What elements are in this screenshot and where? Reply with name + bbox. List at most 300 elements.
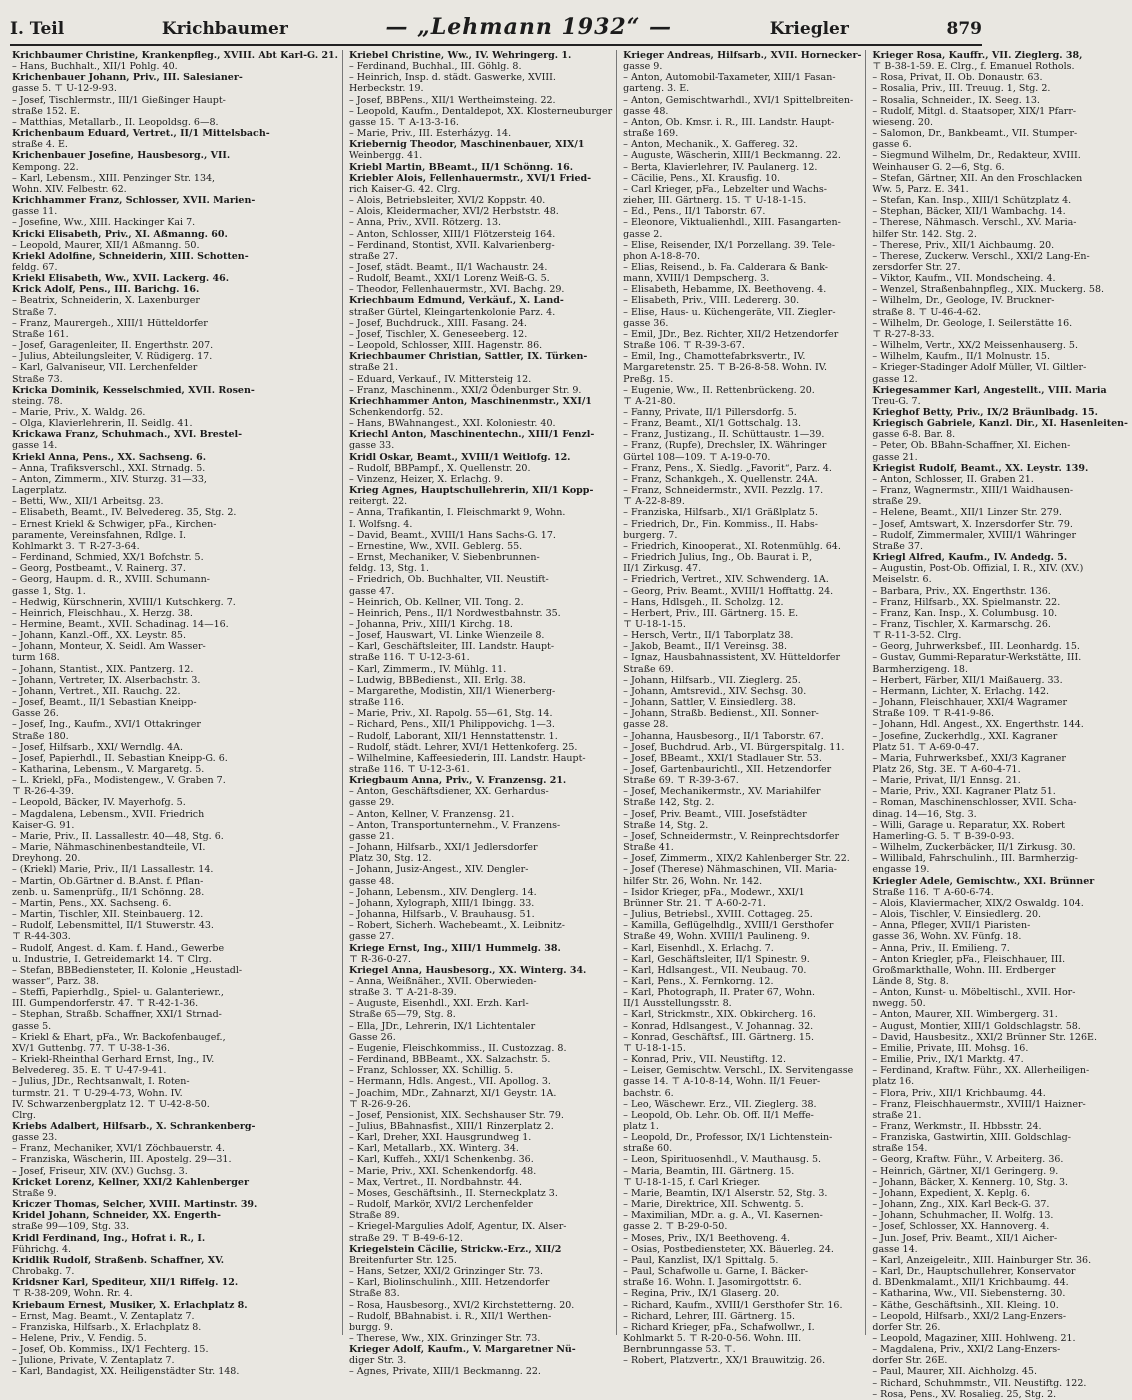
entry-line: – Hedwig, Kürschnerin, XVIII/1 Kutschkerg. 7. bbox=[12, 596, 236, 608]
entry-line: – Karl, Strickmstr., XIX. Obkircherg. 16. bbox=[623, 1009, 816, 1021]
entry-heading: Kriebler Alois, Fellenhauermstr., XVI/1 Fried- bbox=[348, 172, 592, 184]
entry-line: Straße 116. ⊤ A-60-6-74. bbox=[872, 886, 994, 898]
entry-line: – Anna, Trafikantin, I. Fleischmarkt 9, Wohn. bbox=[348, 507, 566, 519]
entry-line: Breitenfurter Str. 125. bbox=[348, 1254, 457, 1266]
entry-line: – Franz, Schlosser, XX. Schillig. 5. bbox=[348, 1065, 514, 1077]
entry-line: – Josef, Ing., Kaufm., XVI/1 Ottakringer bbox=[12, 719, 201, 731]
entry-line: straße 3. ⊤ A-21-8-39. bbox=[348, 987, 457, 999]
entry-line: engasse 19. bbox=[872, 864, 930, 876]
entry-line: Gasse 26. bbox=[12, 708, 59, 720]
entry-line: – Wilhelm, Kaufm., II/1 Molnustr. 15. bbox=[872, 351, 1050, 363]
entry-line: – Johann, Vertreter, IX. Alserbachstr. 3. bbox=[12, 674, 201, 686]
entry-line: – Karl, Bandagist, XX. Heiligenstädter Str. 148. bbox=[12, 1366, 240, 1378]
entry-line: – Franz, Tischler, X. Karmarschg. 26. bbox=[872, 618, 1051, 630]
entry-line: ⊤ R-36-0-27. bbox=[348, 953, 411, 965]
entry-line: – Therese, Ww., XIX. Grinzinger Str. 73. bbox=[348, 1332, 541, 1344]
entry-line: – Regina, Priv., IX/1 Glaserg. 20. bbox=[623, 1288, 780, 1300]
entry-line: – Kriekl-Rheinthal Gerhard Ernst, Ing., IV. bbox=[12, 1054, 215, 1066]
entry-line: – Josef, Mechanikermstr., XV. Mariahilfer bbox=[623, 786, 821, 798]
entry-line: – Leopold, Kaufm., Dentaldepot, XX. Klosterneuburger bbox=[348, 105, 613, 117]
entry-line: Belvedereg. 35. E. ⊤ U-47-9-41. bbox=[12, 1065, 167, 1077]
entry-line: – Karl, Zimmerm., IV. Mühlg. 11. bbox=[348, 663, 507, 675]
entry-heading: Kriebernig Theodor, Maschinenbauer, XIX/1 bbox=[348, 139, 585, 151]
entry-heading: Kriege Ernst, Ing., XIII/1 Hummelg. 38. bbox=[348, 942, 561, 954]
entry-line: – Anton, Schlosser, II. Graben 21. bbox=[872, 473, 1034, 485]
entry-line: – Franz, Wagnermstr., XIII/1 Waidhausen- bbox=[872, 485, 1074, 497]
entry-line: – Josef, städt. Beamt., II/1 Wachaustr. 24. bbox=[348, 261, 548, 273]
entry-line: gasse 9. bbox=[623, 61, 663, 73]
entry-heading: Krichenbauer Johann, Priv., III. Salesianer- bbox=[12, 72, 243, 84]
entry-line: – Josef, Gartenbaurichtl., XII. Hetzendorfer bbox=[623, 764, 832, 775]
entry-line: steing. 78. bbox=[12, 395, 63, 407]
entry-line: – Jakob, Beamt., II/1 Vereinsg. 38. bbox=[623, 641, 787, 653]
entry-line: mann, XVIII/1 Dempscherg. 3. bbox=[623, 273, 770, 285]
entry-line: – Eleonore, Viktualienhdl., XIII. Fasangarten- bbox=[623, 217, 841, 229]
entry-line: – Julius, Abteilungsleiter, V. Rüdigerg. 17. bbox=[12, 351, 213, 363]
entry-line: straße 169. bbox=[623, 128, 679, 140]
entry-line: – Franz, Beamt., XI/1 Gottschalg. 13. bbox=[623, 418, 802, 430]
entry-line: – Wenzel, Straßenbahnpfleg., XIX. Muckerg. 58. bbox=[872, 284, 1105, 296]
entry-line: – Ella, JDr., Lehrerin, IX/1 Lichtentaler bbox=[348, 1020, 536, 1032]
entry-line: – Alois, Kleidermacher, XVI/2 Herbststr. 48. bbox=[348, 206, 559, 218]
entry-line: – Max, Vertret., II. Nordbahnstr. 44. bbox=[348, 1176, 523, 1188]
entry-line: Weinbergg. 41. bbox=[348, 150, 423, 162]
entry-line: – Johanna, Hausbesorg., II/1 Taborstr. 67. bbox=[623, 730, 824, 742]
entry-line: – Herbert, Färber, XII/1 Maißauerg. 33. bbox=[872, 674, 1063, 686]
entry-line: platz 16. bbox=[872, 1076, 915, 1088]
entry-line: – Hermine, Beamt., XVII. Schadinag. 14—16. bbox=[12, 618, 229, 630]
entry-line: diger Str. 3. bbox=[348, 1355, 407, 1367]
entry-line: straße 99—109, Stg. 33. bbox=[12, 1221, 130, 1233]
entry-line: – Anton, Maurer, XII. Wimbergerg. 31. bbox=[872, 1009, 1058, 1021]
entry-line: – Martin, Ob.Gärtner d. B.Anst. f. Pflan- bbox=[12, 875, 204, 887]
entry-heading: Kriechbaum Edmund, Verkäuf., X. Land- bbox=[348, 295, 564, 307]
entry-line: Straße 14, Stg. 2. bbox=[623, 819, 709, 831]
entry-line: – Elisabeth, Priv., VIII. Ledererg. 30. bbox=[623, 295, 800, 307]
entry-line: burgg. 9. bbox=[348, 1321, 393, 1333]
entry-line: – Viktor, Kaufm., VII. Mondscheing. 4. bbox=[872, 273, 1056, 285]
entry-heading: Krichhammer Franz, Schlosser, XVII. Marien- bbox=[12, 195, 256, 207]
entry-line: Straße 106. ⊤ R-39-3-67. bbox=[623, 340, 745, 352]
entry-line: – Julius, Betriebsl., XVIII. Cottageg. 25. bbox=[623, 909, 813, 921]
entry-line: – Betti, Ww., XII/1 Arbeitsg. 23. bbox=[12, 496, 164, 508]
entry-line: Kaiser-G. 91. bbox=[12, 819, 75, 831]
entry-heading: Kriebaum Ernest, Musiker, X. Erlachplatz 8. bbox=[12, 1299, 248, 1311]
entry-line: – Kriegel-Margulies Adolf, Agentur, IX. Alser- bbox=[348, 1221, 567, 1233]
entry-line: – Josef, Zimmerm., XIX/2 Kahlenberger Str. 22. bbox=[623, 853, 850, 865]
entry-line: II/1 Ausstellungsstr. 8. bbox=[623, 998, 732, 1010]
entry-line: dorfer Str. 26E. bbox=[872, 1355, 948, 1367]
entry-line: – Robert, Platzvertr., XX/1 Brauwitzig. 26. bbox=[623, 1355, 826, 1367]
entry-line: – Franz, Mechaniker, XVI/1 Zöchbauerstr. 4. bbox=[12, 1143, 225, 1155]
entry-line: – Josef, Hilfsarb., XXI/ Werndlg. 4A. bbox=[12, 741, 184, 753]
entry-line: Barmherzigeng. 18. bbox=[872, 663, 968, 675]
entry-line: Platz 51. ⊤ A-69-0-47. bbox=[872, 741, 980, 753]
entry-line: – Siegmund Wilhelm, Dr., Redakteur, XVIII. bbox=[872, 150, 1081, 162]
entry-line: ⊤ R-44-303. bbox=[12, 931, 71, 943]
entry-line: – Anton, Ob. Kmsr. i. R., III. Landstr. Haupt- bbox=[623, 116, 835, 128]
page-header bbox=[10, 14, 982, 46]
entry-line: Lagerplatz. bbox=[12, 485, 67, 497]
entry-line: ⊤ U-18-1-15, f. Carl Krieger. bbox=[623, 1176, 761, 1188]
entry-line: – Magdalena, Lebensm., XVII. Friedrich bbox=[12, 808, 205, 820]
entry-line: – Friedrich Julius, Ing., Ob. Baurat i. P., bbox=[623, 552, 813, 564]
entry-heading: Krichbaumer Christine, Krankenpfleg., XVIII. Abt Karl-G. 21. bbox=[12, 50, 338, 61]
entry-line: – Franz, Maschinenm., XXI/2 Ödenburger Str. 9. bbox=[348, 384, 582, 396]
entry-heading: Kriekl Anna, Pens., XX. Sachseng. 6. bbox=[12, 451, 207, 463]
entry-line: – Stefan, BBBediensteter, II. Kolonie „Heustadl- bbox=[12, 964, 243, 976]
entry-line: – Karl, Hdlsangest., VII. Neubaug. 70. bbox=[623, 964, 807, 976]
entry-line: – Johann, Expedient, X. Keplg. 6. bbox=[872, 1187, 1031, 1199]
entry-heading: Kricket Lorenz, Kellner, XXI/2 Kahlenberger bbox=[12, 1176, 249, 1188]
entry-line: gasse 48. bbox=[348, 875, 395, 887]
entry-line: – Marie, Priv., II. Lassallestr. 40—48, Stg. 6. bbox=[12, 830, 224, 842]
entry-line: dorfer Str. 26. bbox=[872, 1321, 941, 1333]
entry-line: Meiselstr. 6. bbox=[872, 574, 932, 586]
entry-line: – Rudolf, Laborant, XII/1 Hennstattenstr. 1. bbox=[348, 730, 558, 742]
entry-line: – Josef, Tischlermstr., III/1 Gießinger Haupt- bbox=[12, 94, 226, 106]
entry-line: – Karl, Kuffeh., XXI/1 Schenkenbg. 36. bbox=[348, 1154, 534, 1166]
entry-line: – Johann, Xylograph, XIII/1 Ibingg. 33. bbox=[348, 897, 535, 909]
entry-line: gasse 14. bbox=[12, 440, 58, 452]
entry-line: burgerg. 7. bbox=[623, 529, 678, 541]
entry-line: – Willi, Garage u. Reparatur, XX. Robert bbox=[872, 819, 1066, 831]
entry-line: – Joachim, MDr., Zahnarzt, XI/1 Geystr. 1A. bbox=[348, 1087, 557, 1099]
entry-line: – Josef, Ob. Kommiss., IX/1 Fechterg. 15. bbox=[12, 1344, 209, 1356]
entry-line: hilfer Str. 26, Wohn. Nr. 142. bbox=[623, 875, 763, 887]
entry-heading: Kriegl Alfred, Kaufm., IV. Andedg. 5. bbox=[872, 552, 1068, 564]
entry-line: – Marie, Direktrice, XII. Schwentg. 5. bbox=[623, 1199, 804, 1211]
entry-line: Brünner Str. 21. ⊤ A-60-2-71. bbox=[623, 897, 766, 909]
entry-line: – Josef, Buchdruck., XIII. Fasang. 24. bbox=[348, 317, 527, 329]
entry-line: – Georg, Haupm. d. R., XVIII. Schumann- bbox=[12, 574, 210, 586]
entry-line: straße 152. E. bbox=[12, 105, 81, 117]
entry-line: ⊤ U-18-1-15. bbox=[623, 618, 686, 630]
entry-heading: Krieghof Betty, Priv., IX/2 Bräunlbadg. 15. bbox=[872, 407, 1098, 418]
entry-line: ⊤ B-38-1-59. E. Clrg., f. Emanuel Rothols. bbox=[872, 61, 1075, 73]
entry-line: – Johann, Jusiz-Angest., XIV. Dengler- bbox=[348, 864, 529, 876]
entry-line: ⊤ R-27-8-33. bbox=[872, 328, 935, 340]
entry-line: – Franz, (Rupfe), Drechsler, IX. Währinger bbox=[623, 440, 827, 452]
entry-line: Gasse 26. bbox=[348, 1031, 396, 1043]
entry-line: – Rudolf, Angest. d. Kam. f. Hand., Gewerbe bbox=[12, 942, 225, 954]
entry-line: – Marie, Priv., XXI. Kagraner Platz 51. bbox=[872, 786, 1056, 798]
entry-line: – Richard Krieger, pFa., Schafwollwr., I. bbox=[623, 1321, 815, 1333]
entry-line: – Emilie, Priv., IX/1 Marktg. 47. bbox=[872, 1054, 1024, 1066]
entry-line: – Josef, Garagenleiter, II. Engerthstr. 207. bbox=[12, 340, 214, 352]
entry-line: – Johann, Monteur, X. Seidl. Am Wasser- bbox=[12, 641, 206, 653]
entry-line: – Johann, Sattler, V. Einsiedlerg. 38. bbox=[623, 697, 796, 709]
entry-line: Straße 180. bbox=[12, 730, 69, 742]
entry-line: – Josef, Pensionist, XIX. Sechshauser Str. 79. bbox=[348, 1109, 564, 1121]
entry-line: – Hans, BWahnangest., XXI. Koloniestr. 40. bbox=[348, 418, 556, 430]
entry-line: – Kamilla, Geflügelhdlg., XVIII/1 Gersthofer bbox=[623, 920, 834, 932]
entry-line: – Marie, Priv., XI. Rapolg. 55—61, Stg. 14. bbox=[348, 708, 553, 720]
entry-line: Preßg. 15. bbox=[623, 373, 674, 385]
entry-line: – Hans, Buchhalt., XII/1 Pohlg. 40. bbox=[12, 61, 178, 73]
column-2 bbox=[347, 50, 617, 1378]
entry-line: – Johann, Hilfsarb., VII. Zieglerg. 25. bbox=[623, 674, 801, 686]
entry-line: – Josef, Buchdrud. Arb., VI. Bürgerspitalg. 11. bbox=[623, 741, 845, 753]
entry-line: – Franz, Werkmstr., II. Hbbsstr. 24. bbox=[872, 1121, 1042, 1132]
entry-line: – Georg, Priv. Beamt., XVIII/1 Hofftattg. 24. bbox=[623, 585, 834, 597]
entry-line: – Franz, Pens., X. Siedlg. „Favorit“, Parz. 4. bbox=[623, 462, 832, 474]
entry-line: Straße 73. bbox=[12, 373, 63, 385]
entry-line: straße 27. bbox=[348, 250, 398, 262]
entry-line: – Anna, Priv., XVII. Rötzerg. 13. bbox=[348, 217, 502, 229]
entry-line: – Isidor Krieger, pFa., Modewr., XXI/1 bbox=[623, 886, 805, 898]
entry-line: – Rudolf, Lebensmittel, II/1 Stuwerstr. 43. bbox=[12, 920, 214, 932]
entry-line: – Leopold, Schlosser, XIII. Hagenstr. 86. bbox=[348, 340, 543, 352]
entry-line: – Johann, Schuhmacher, II. Wolfg. 13. bbox=[872, 1210, 1054, 1222]
entry-line: dinag. 14—16, Stg. 3. bbox=[872, 808, 977, 820]
entry-line: – Rudolf, Markör, XVI/2 Lerchenfelder bbox=[348, 1199, 533, 1211]
entry-line: – Herbert, Priv., III. Gärtnerg. 15. E. bbox=[623, 607, 799, 619]
entry-line: Gürtel 108—109. ⊤ A-19-0-70. bbox=[623, 451, 771, 463]
entry-line: – Karl, Biolinschulinh., XIII. Hetzendorfer bbox=[348, 1277, 550, 1289]
entry-line: – Georg, Kraftw. Führ., V. Arbeiterg. 36. bbox=[872, 1154, 1064, 1166]
entry-line: – Josef, Schlosser, XX. Hannoverg. 4. bbox=[872, 1221, 1050, 1233]
entry-line: – Karl, Dr., Hauptschullehrer, Konservator bbox=[872, 1266, 1076, 1278]
entry-line: – Ernest Kriekl & Schwiger, pFa., Kirchen- bbox=[12, 518, 217, 530]
entry-line: – Martin, Pens., XX. Sachseng. 6. bbox=[12, 897, 172, 909]
entry-line: Wohn. XIV. Felbestr. 62. bbox=[12, 183, 127, 195]
entry-line: – Krieger-Stadinger Adolf Müller, VI. Giltler- bbox=[872, 362, 1087, 374]
entry-line: – Wilhelm, Zuckerbäcker, II/1 Zirkusg. 30. bbox=[872, 842, 1076, 854]
entry-line: – Elias, Reisend., b. Fa. Calderara & Bank- bbox=[623, 261, 829, 273]
entry-line: – Franziska, Wäscherin, III. Apostelg. 29—31. bbox=[12, 1154, 232, 1166]
entry-line: – Josef (Therese) Nähmaschinen, VII. Maria- bbox=[623, 864, 837, 876]
entry-heading: Kriegisch Gabriele, Kanzl. Dir., XI. Hasenleiten- bbox=[872, 418, 1129, 430]
column-4 bbox=[870, 50, 1132, 1400]
entry-line: – Johann, Zng., XIX. Karl Beck-G. 37. bbox=[872, 1199, 1050, 1211]
entry-line: Straße 89. bbox=[348, 1210, 400, 1222]
entry-line: gasse 29. bbox=[348, 797, 395, 809]
entry-line: Herbeckstr. 19. bbox=[348, 83, 424, 95]
entry-line: – Rosa, Privat, II. Ob. Donaustr. 63. bbox=[872, 72, 1043, 84]
entry-line: – Richard, Pens., XII/1 Philippovichg. 1—3. bbox=[348, 719, 555, 731]
entry-line: – Flora, Priv., XII/1 Krichbaumg. 44. bbox=[872, 1087, 1046, 1099]
entry-line: u. Industrie, I. Getreidemarkt 14. ⊤ Clrg. bbox=[12, 953, 212, 965]
entry-line: – David, Hausbesitz., XXI/2 Brünner Str. 126E. bbox=[872, 1031, 1097, 1043]
entry-line: Hamerling-G. 5. ⊤ B-39-0-93. bbox=[872, 830, 1015, 842]
entry-line: – Ludwig, BBBedienst., XII. Erlg. 38. bbox=[348, 674, 526, 686]
entry-line: – Josef, BBPens., XII/1 Wertheimsteing. 22. bbox=[348, 94, 556, 106]
part-label: I. Teil bbox=[10, 19, 65, 39]
entry-line: – Leo, Wäschewr. Erz., VII. Zieglerg. 38. bbox=[623, 1098, 817, 1110]
entry-line: straße 29. ⊤ B-49-6-12. bbox=[348, 1232, 463, 1244]
entry-line: – Franz, Schneidermstr., XVII. Pezzlg. 17. bbox=[623, 485, 824, 497]
entry-line: Schenkendorfg. 52. bbox=[348, 407, 444, 418]
entry-line: gasse 11. bbox=[12, 206, 58, 218]
entry-line: – Johann, Kanzl.-Off., XX. Leystr. 85. bbox=[12, 630, 186, 642]
entry-line: – Karl, Geschäftsleiter, III. Landstr. Haupt- bbox=[348, 641, 555, 653]
entry-heading: Kriechhammer Anton, Maschinenmstr., XXI/1 bbox=[348, 395, 592, 407]
entry-heading: Kriebs Adalbert, Hilfsarb., X. Schrankenberg- bbox=[12, 1121, 256, 1132]
entry-line: – Anton, Geschäftsdiener, XX. Gerhardus- bbox=[348, 786, 549, 798]
entry-line: – (Kriekl) Marie, Priv., II/1 Lassallestr. 14. bbox=[12, 864, 214, 876]
entry-line: – Georg, Juhrwerksbef., III. Leonhardg. 15. bbox=[872, 641, 1080, 653]
entry-line: straße 116. ⊤ U-12-3-61. bbox=[348, 764, 470, 775]
entry-line: – Helene, Beamt., XII/1 Linzer Str. 279. bbox=[872, 507, 1062, 519]
entry-line: ⊤ R-26-4-39. bbox=[12, 786, 74, 798]
entry-line: Straße 49, Wohn. XVIII/1 Paulineng. 9. bbox=[623, 931, 810, 943]
entry-line: – Franz, Schankgeh., X. Quellenstr. 24A. bbox=[623, 473, 818, 485]
entry-line: straße 29. bbox=[872, 496, 922, 508]
entry-line: – Leon, Spirituosenhdl., V. Mauthausg. 5. bbox=[623, 1154, 822, 1166]
entry-line: Straße 69. bbox=[623, 663, 674, 675]
entry-line: – Hans, Hdlsgeh., II. Scholzg. 12. bbox=[623, 596, 784, 608]
entry-line: – Carl Krieger, pFa., Lebzelter und Wachs- bbox=[623, 183, 827, 195]
entry-line: gasse 28. bbox=[623, 719, 669, 731]
entry-line: – Eugenie, Fleischkommiss., II. Custozzag. 8. bbox=[348, 1042, 567, 1054]
entry-line: Platz 30, Stg. 12. bbox=[348, 853, 432, 865]
entry-line: – Johann, Hdl. Angest., XX. Engerthstr. 144. bbox=[872, 719, 1084, 731]
entry-line: – Anton, Schlosser, XIII/1 Flötzersteig 164. bbox=[348, 228, 556, 240]
entry-line: – Ferdinand, Kraftw. Führ., XX. Allerheiligen- bbox=[872, 1065, 1090, 1077]
entry-line: paramente, Vereinsfahnen, Rdlge. I. bbox=[12, 529, 186, 541]
entry-line: Ww. 5, Parz. E. 341. bbox=[872, 183, 969, 195]
entry-line: – Franz, Kan. Insp., X. Columbusg. 10. bbox=[872, 607, 1058, 619]
entry-line: gasse 36. bbox=[623, 317, 669, 329]
entry-line: – Leopold, Bäcker, IV. Mayerhofg. 5. bbox=[12, 797, 186, 809]
entry-line: – Anton, Kellner, V. Franzensg. 21. bbox=[348, 808, 515, 820]
entry-line: – Josef, Friseur, XIV. (XV.) Guchsg. 3. bbox=[12, 1165, 188, 1177]
entry-line: – Paul, Kanzlist, IX/1 Spittalg. 5. bbox=[623, 1254, 779, 1266]
entry-heading: Kriczer Thomas, Selcher, XVIII. Martinstr. 39. bbox=[12, 1199, 258, 1211]
entry-line: – Wilhelm, Vertr., XX/2 Meissenhauserg. 5. bbox=[872, 340, 1078, 352]
entry-heading: Krieger Rosa, Kauffr., VII. Zieglerg. 38, bbox=[872, 50, 1083, 61]
entry-line: straße 21. bbox=[872, 1109, 922, 1121]
entry-line: – Theodor, Fellenhauermstr., XVI. Bachg. 29. bbox=[348, 284, 565, 296]
entry-line: – Anna, Priv., II. Emilieng. 7. bbox=[872, 942, 1010, 954]
entry-line: – Willibald, Fahrschulinh., III. Barmherzig- bbox=[872, 853, 1079, 865]
entry-line: – Eduard, Verkauf., IV. Mittersteig 12. bbox=[348, 373, 532, 385]
entry-line: – Konrad, Geschäftsf., III. Gärtnerg. 15. bbox=[623, 1031, 815, 1043]
entry-line: – Moses, Priv., IX/1 Beethoveng. 4. bbox=[623, 1232, 791, 1244]
entry-heading: Kriegbaum Anna, Priv., V. Franzensg. 21. bbox=[348, 775, 567, 787]
entry-line: – Karl, Dreher, XXI. Hausgrundweg 1. bbox=[348, 1132, 532, 1144]
entry-line: IV. Schwarzenbergplatz 12. ⊤ U-42-8-50. bbox=[12, 1098, 210, 1110]
entry-line: – Therese, Priv., XII/1 Aichbaumg. 20. bbox=[872, 239, 1055, 251]
entry-line: wieseng. 20. bbox=[872, 116, 934, 128]
entry-line: Straße 83. bbox=[348, 1288, 400, 1300]
entry-line: – Emil, JDr., Bez. Richter, XII/2 Hetzendorfer bbox=[623, 328, 839, 340]
entry-line: gasse 2. bbox=[623, 228, 663, 240]
entry-line: – Robert, Sicherh. Wachebeamt., X. Leibnitz- bbox=[348, 920, 565, 932]
entry-line: – Anton, Transportunternehm., V. Franzens- bbox=[348, 819, 561, 831]
entry-line: – Maximilian, MDr. a. g. A., VI. Kasernen- bbox=[623, 1210, 823, 1222]
entry-line: – Johann, Hilfsarb., XXI/1 Jedlersdorfer bbox=[348, 842, 538, 854]
entry-line: – Berta, Klavierlehrer, IV. Paulanerg. 12. bbox=[623, 161, 818, 173]
entry-line: – Therese, Zuckerw. Verschl., XXI/2 Lang-En- bbox=[872, 250, 1090, 262]
entry-line: – Franz, Justizang., II. Schüttaustr. 1—39. bbox=[623, 429, 825, 441]
entry-line: – Hermann, Lichter, X. Erlachg. 142. bbox=[872, 685, 1050, 697]
entry-line: – Wilhelm, Dr. Geologe, I. Seilerstätte 16. bbox=[872, 317, 1073, 329]
entry-line: – Hersch, Vertr., II/1 Taborplatz 38. bbox=[623, 630, 794, 642]
entry-line: – Eugenie, Ww., II. Rettenbrückeng. 20. bbox=[623, 384, 815, 396]
entry-line: – Ed., Pens., II/1 Taborstr. 67. bbox=[623, 206, 766, 218]
entry-line: – Anton, Automobil-Taxameter, XIII/1 Fasan- bbox=[623, 72, 836, 84]
entry-heading: Kriebl Martin, BBeamt., II/1 Schönng. 16. bbox=[348, 161, 574, 173]
entry-heading: Kricki Elisabeth, Priv., XI. Aßmanng. 60. bbox=[12, 228, 228, 240]
entry-line: straße 21. bbox=[348, 362, 398, 374]
entry-line: – Elise, Reisender, IX/1 Porzellang. 39. Tele- bbox=[623, 239, 836, 251]
entry-line: – Margarethe, Modistin, XII/1 Wienerberg- bbox=[348, 685, 556, 697]
entry-line: – Johanna, Priv., XIII/1 Kirchg. 18. bbox=[348, 618, 513, 630]
entry-line: Straße 161. bbox=[12, 328, 69, 340]
entry-line: – Paul, Maurer, XII. Aichholzg. 45. bbox=[872, 1366, 1037, 1378]
entry-line: Straße 65—79, Stg. 8. bbox=[348, 1009, 456, 1021]
entry-heading: Kriechl Anton, Maschinentechn., XIII/1 Fenzl- bbox=[348, 429, 595, 441]
entry-heading: Krickawa Franz, Schuhmach., XVI. Brestel- bbox=[12, 429, 243, 441]
entry-line: Lände 8, Stg. 8. bbox=[872, 975, 949, 987]
entry-line: – Anton, Kunst- u. Möbeltischl., XVII. Hor- bbox=[872, 987, 1076, 999]
entry-line: straße 116. bbox=[348, 697, 405, 709]
entry-line: – Katharina, Ww., VII. Siebensterng. 30. bbox=[872, 1288, 1066, 1300]
entry-line: I. Wolfsng. 4. bbox=[348, 518, 413, 530]
entry-line: – Johann, Fleischhauer, XXI/4 Wagramer bbox=[872, 697, 1068, 709]
entry-line: – Osias, Postbediensteter, XX. Bäuerleg. 24. bbox=[623, 1243, 834, 1255]
entry-line: – Ferdinand, BBBeamt., XX. Salzachstr. 5. bbox=[348, 1054, 551, 1066]
entry-line: – Heinrich, Gärtner, XI/1 Geringerg. 9. bbox=[872, 1165, 1059, 1177]
entry-line: – Franz, Hilfsarb., XX. Spielmanstr. 22. bbox=[872, 596, 1061, 608]
entry-line: – Leiser, Gemischtw. Verschl., IX. Servitengasse bbox=[623, 1065, 854, 1077]
entry-line: – Franz, Fleischhauermstr., XVIII/1 Haizner- bbox=[872, 1098, 1086, 1110]
entry-line: – Rudolf, Zimmermaler, XVIII/1 Währinger bbox=[872, 529, 1077, 541]
entry-line: – Julius, BBahnasfist., XIII/1 Rinzerplatz 2. bbox=[348, 1121, 554, 1132]
entry-line: – Rudolf, BBahnabist. i. R., XII/1 Werthen- bbox=[348, 1310, 552, 1322]
entry-line: – Friedrich, Kinooperat., XI. Rotenmühlg. 64. bbox=[623, 540, 841, 552]
entry-line: Weinhauser G. 2—6, Stg. 6. bbox=[872, 161, 1005, 173]
entry-line: – Leopold, Ob. Lehr. Ob. Off. II/1 Meffe- bbox=[623, 1109, 814, 1121]
entry-line: – Stefan, Kan. Insp., XIII/1 Schützplatz 4. bbox=[872, 195, 1072, 207]
entry-line: – Marie, Priv., III. Esterházyg. 14. bbox=[348, 128, 512, 140]
entry-line: – Konrad, Priv., VII. Neustiftg. 12. bbox=[623, 1054, 786, 1066]
entry-line: II/1 Zirkusg. 47. bbox=[623, 563, 702, 575]
entry-line: Straße 41. bbox=[623, 842, 674, 854]
entry-line: – Leopold, Maurer, XII/1 Aßmanng. 50. bbox=[12, 239, 200, 251]
entry-line: Dreyhong. 20. bbox=[12, 853, 81, 865]
entry-heading: Kriechbaumer Christian, Sattler, IX. Türken- bbox=[348, 351, 588, 363]
entry-line: – Alois, Betriebsleiter, XVI/2 Koppstr. 40. bbox=[348, 195, 546, 207]
entry-line: straße 16. Wohn. I. Jasomirgottstr. 6. bbox=[623, 1277, 802, 1289]
entry-line: Margaretenstr. 25. ⊤ B-26-8-58. Wohn. IV. bbox=[623, 362, 828, 374]
entry-line: Kohlmarkt 3. ⊤ R-27-3-64. bbox=[12, 540, 140, 552]
entry-line: straße 116. ⊤ U-12-3-61. bbox=[348, 652, 470, 664]
entry-line: ⊤ R-11-3-52. Clrg. bbox=[872, 630, 962, 642]
entry-line: – Anton Kriegler, pFa., Fleischhauer, III. bbox=[872, 953, 1066, 965]
entry-line: – Johann, Lebensm., XIV. Denglerg. 14. bbox=[348, 886, 537, 898]
entry-line: Bernbrunngasse 53. ⊤. bbox=[623, 1344, 736, 1356]
entry-line: gasse 6-8. Bar. 8. bbox=[872, 429, 956, 441]
entry-line: – Heinrich, Fleischhau., X. Herzg. 38. bbox=[12, 607, 193, 619]
entry-heading: Kriegesammer Karl, Angestellt., VIII. Maria bbox=[872, 384, 1107, 396]
entry-line: gasse 6. bbox=[872, 139, 912, 151]
entry-line: Straße 37. bbox=[872, 540, 924, 552]
entry-line: – Franziska, Gastwirtin, XIII. Goldschlag- bbox=[872, 1132, 1071, 1144]
entry-line: – Kriekl & Ehart, pFa., Wr. Backofenbaugef., bbox=[12, 1031, 226, 1043]
entry-line: – Josef, BBeamt., XXI/1 Stadlauer Str. 53. bbox=[623, 752, 822, 764]
entry-line: – Käthe, Geschäftsinh., XII. Kleing. 10. bbox=[872, 1299, 1059, 1311]
entry-line: gasse 14. bbox=[872, 1243, 918, 1255]
entry-heading: Kriegelstein Cäcilie, Strickw.-Erz., XII/2 bbox=[348, 1243, 562, 1255]
entry-line: – Franz, Maurergeh., XIII/1 Hütteldorfer bbox=[12, 317, 208, 329]
entry-line: ⊤ R-38-209, Wohn. Rr. 4. bbox=[12, 1288, 133, 1300]
entry-line: – Martin, Tischler, XII. Steinbauerg. 12. bbox=[12, 909, 204, 921]
entry-line: – Elise, Haus- u. Küchengeräte, VII. Ziegler- bbox=[623, 306, 836, 318]
entry-heading: Kridsner Karl, Spediteur, XII/1 Riffelg. 12. bbox=[12, 1277, 239, 1289]
